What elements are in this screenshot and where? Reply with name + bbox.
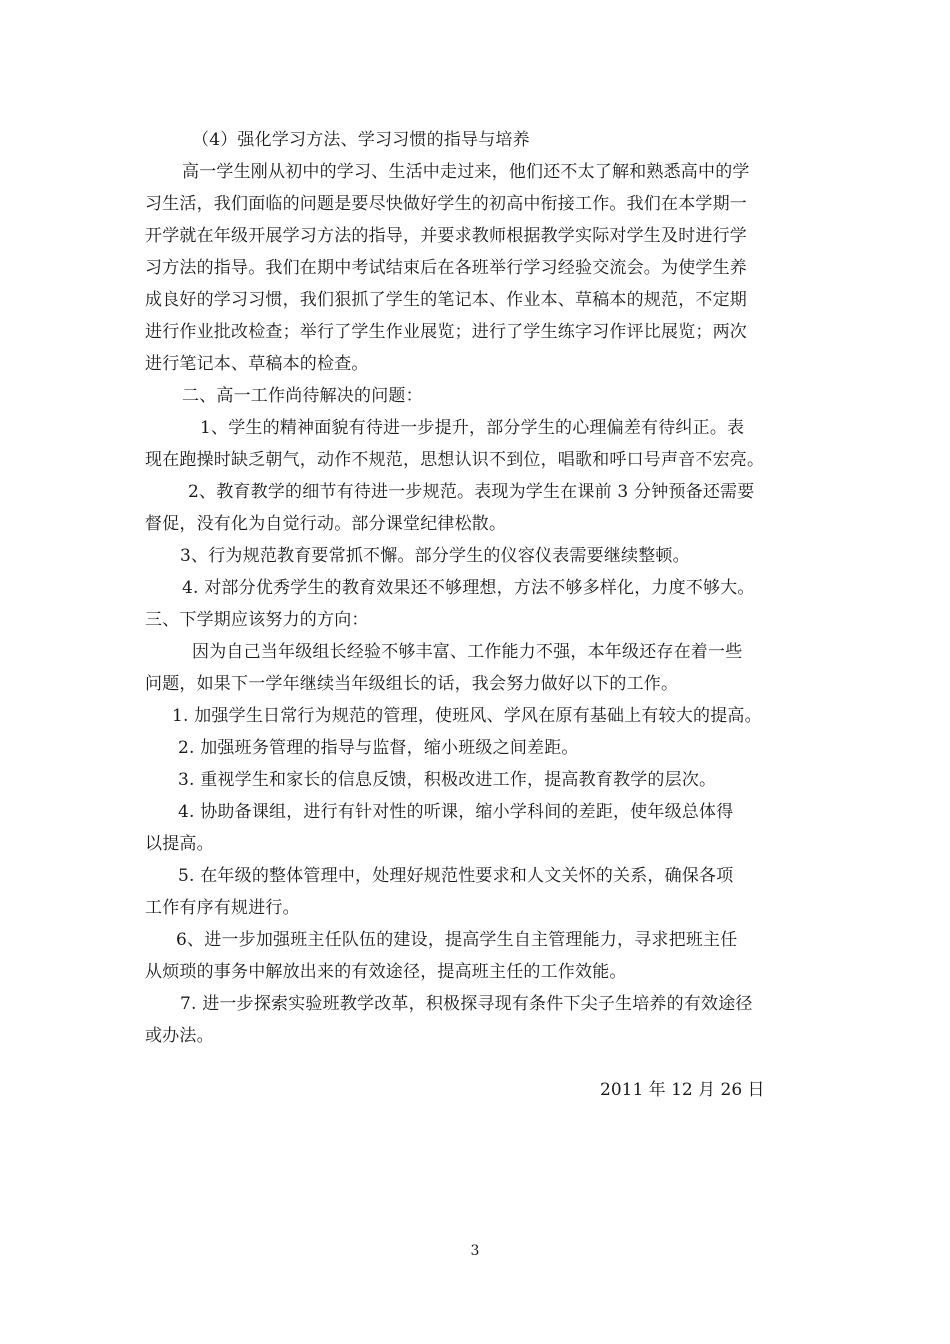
section-heading: 三、下学期应该努力的方向： xyxy=(145,610,369,630)
paragraph-line: 因为自己当年级组长经验不够丰富、工作能力不强，本年级还存在着一些 xyxy=(192,642,743,662)
paragraph-line: 进行笔记本、草稿本的检查。 xyxy=(145,354,369,374)
section-heading: 二、高一工作尚待解决的问题： xyxy=(182,386,423,406)
paragraph-line: 开学就在年级开展学习方法的指导，并要求教师根据教学实际对学生及时进行学 xyxy=(145,226,747,246)
paragraph-line: 2. 加强班务管理的指导与监督，缩小班级之间差距。 xyxy=(178,738,579,758)
paragraph-line: 2、教育教学的细节有待进一步规范。表现为学生在课前 3 分钟预备还需要 xyxy=(188,482,755,502)
paragraph-line: 6、进一步加强班主任队伍的建设，提高学生自主管理能力，寻求把班主任 xyxy=(176,930,738,950)
paragraph-line: 4. 协助备课组，进行有针对性的听课，缩小学科间的差距，使年级总体得 xyxy=(178,802,734,822)
paragraph-line: 3. 重视学生和家长的信息反馈，积极改进工作，提高教育教学的层次。 xyxy=(178,770,717,790)
section-heading: （4）强化学习方法、学习习惯的指导与培养 xyxy=(192,130,530,150)
paragraph-line: 进行作业批改检查；举行了学生作业展览；进行了学生练字习作评比展览；两次 xyxy=(145,322,747,342)
paragraph-line: 习生活，我们面临的问题是要尽快做好学生的初高中衔接工作。我们在本学期一 xyxy=(145,194,747,214)
paragraph-line: 或办法。 xyxy=(145,1026,214,1046)
paragraph-line: 3、行为规范教育要常抓不懈。部分学生的仪容仪表需要继续整顿。 xyxy=(180,546,690,566)
paragraph-line: 5. 在年级的整体管理中，处理好规范性要求和人文关怀的关系，确保各项 xyxy=(178,866,734,886)
paragraph-line: 习方法的指导。我们在期中考试结束后在各班举行学习经验交流会。为使学生养 xyxy=(145,258,747,278)
paragraph-line: 4. 对部分优秀学生的教育效果还不够理想，方法不够多样化，力度不够大。 xyxy=(182,578,755,598)
paragraph-line: 工作有序有规进行。 xyxy=(145,898,300,918)
paragraph-line: 成良好的学习习惯，我们狠抓了学生的笔记本、作业本、草稿本的规范，不定期 xyxy=(145,290,747,310)
paragraph-line: 现在跑操时缺乏朝气，动作不规范，思想认识不到位，唱歌和呼口号声音不宏亮。 xyxy=(145,450,765,470)
paragraph-line: 以提高。 xyxy=(145,834,214,854)
paragraph-line: 1. 加强学生日常行为规范的管理，使班风、学风在原有基础上有较大的提高。 xyxy=(172,706,762,726)
paragraph-line: 高一学生刚从初中的学习、生活中走过来，他们还不太了解和熟悉高中的学 xyxy=(182,162,750,182)
document-date: 2011 年 12 月 26 日 xyxy=(600,1080,765,1100)
paragraph-line: 7. 进一步探索实验班教学改革，积极探寻现有条件下尖子生培养的有效途径 xyxy=(180,994,753,1014)
page-number: 3 xyxy=(470,1243,480,1259)
paragraph-line: 从烦琐的事务中解放出来的有效途径，提高班主任的工作效能。 xyxy=(145,962,627,982)
paragraph-line: 问题，如果下一学年继续当年级组长的话，我会努力做好以下的工作。 xyxy=(145,674,679,694)
paragraph-line: 1、学生的精神面貌有待进一步提升，部分学生的心理偏差有待纠正。表 xyxy=(200,418,745,438)
paragraph-line: 督促，没有化为自觉行动。部分课堂纪律松散。 xyxy=(145,514,507,534)
